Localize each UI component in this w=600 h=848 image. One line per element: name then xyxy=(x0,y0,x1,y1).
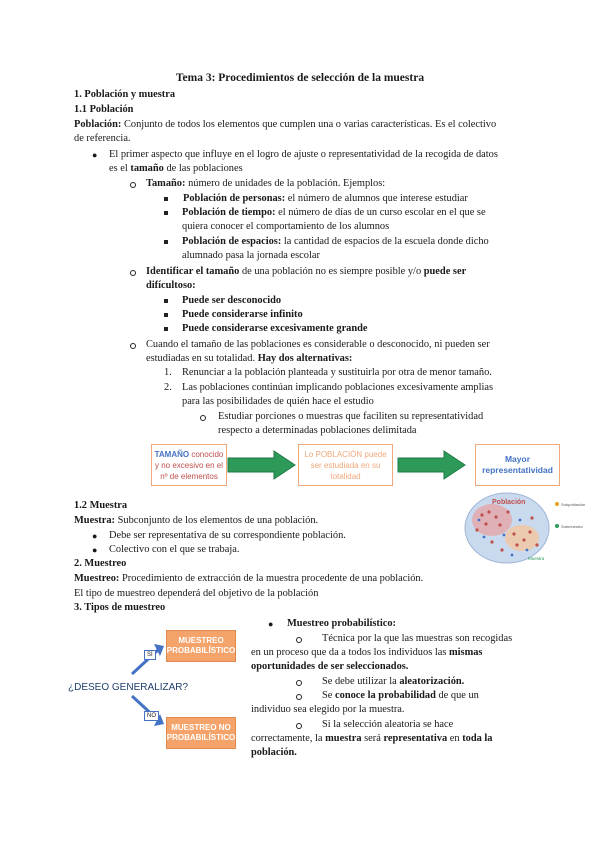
arrow-right-icon xyxy=(398,450,466,480)
arrow-right-icon xyxy=(228,450,296,480)
ident-b: de una población no es siempre posible y/o xyxy=(241,266,422,277)
sub-desconocido: Puede ser desconocido xyxy=(182,295,282,306)
box2-text xyxy=(299,449,392,482)
sub-excesivo: Puede considerarse excesivamente grande xyxy=(182,323,368,334)
bullet-dot: ● xyxy=(268,619,274,629)
section-heading-2: 2. Muestreo xyxy=(74,558,127,569)
muestra-bullet-1: Debe ser representativa de su correspondiente población. xyxy=(109,530,346,541)
muestreo-tipo: El tipo de muestreo dependerá del objetivo de la población xyxy=(74,588,319,599)
circle-bullet xyxy=(296,680,302,686)
flow-question: ¿DESEO GENERALIZAR? xyxy=(68,682,189,693)
square-bullet xyxy=(164,299,168,303)
bullet-dot: ● xyxy=(92,531,98,541)
alt1: Renunciar a la población planteada y sustituirla por otra de menor tamaño. xyxy=(182,367,492,378)
subsection-heading-1-2: 1.2 Muestra xyxy=(74,500,128,511)
mp-3d: individuo sea elegido por la muestra. xyxy=(251,704,405,715)
tamano-label: Tamaño: xyxy=(146,178,186,189)
ex1-label: Población de personas: xyxy=(183,193,286,204)
box3-text: Mayor representatividad xyxy=(482,454,553,475)
mp-2a: Se debe utilizar la xyxy=(322,676,397,687)
ex3-text-1: la cantidad de espacios de la escuela donde dicho xyxy=(283,236,489,247)
mp-4e: representativa xyxy=(383,733,448,744)
cuando-1: Cuando el tamaño de las poblaciones es considerable o desconocido, ni pueden ser xyxy=(146,339,490,350)
ex3-label: Población de espacios: xyxy=(182,236,282,247)
mp-1b: en un proceso que da a todos los individuos las xyxy=(251,647,447,658)
b1-tamano: tamaño xyxy=(130,163,164,174)
muestreo-definition xyxy=(74,572,423,587)
mp-2 xyxy=(322,675,464,690)
circle-bullet xyxy=(296,723,302,729)
box2-b: POBLACIÓN xyxy=(315,449,363,459)
mp-1c: mismas xyxy=(448,647,483,658)
mp-1-line2 xyxy=(251,646,527,661)
tamano-line xyxy=(146,177,385,192)
poblacion-label: Población: xyxy=(74,119,122,130)
mp-4f: en xyxy=(449,733,460,744)
alt-number-1: 1. xyxy=(164,367,172,378)
square-bullet xyxy=(164,327,168,331)
poblacion-def-2: de referencia. xyxy=(74,133,131,144)
cuando-2b: Hay dos alternativas: xyxy=(257,353,353,364)
flow-box-probabilistico: MUESTREO PROBABILÍSTICO xyxy=(166,630,236,662)
mp-3c: de que un xyxy=(438,690,479,701)
est-2: respecto a determinadas poblaciones delimitada xyxy=(218,425,417,436)
diagram-box-representatividad xyxy=(475,444,560,486)
circle-bullet xyxy=(130,270,136,276)
ident-d: difícultoso: xyxy=(146,280,196,291)
subsection-heading-1-1: 1.1 Población xyxy=(74,104,134,115)
ex3-line xyxy=(182,235,527,250)
ex2-line xyxy=(182,206,527,221)
section-heading-1: 1. Población y muestra xyxy=(74,89,176,100)
box2-c: puede ser estudiada en su totalidad xyxy=(310,449,387,481)
ex3-text-2: alumnado pasa la jornada escolar xyxy=(182,250,320,261)
img-sub-a: Subpoblación xyxy=(561,502,586,507)
sub-infinito: Puede considerarse infinito xyxy=(182,309,303,320)
mp-2b: aleatorización. xyxy=(399,676,465,687)
img-muestra-label: Muestra xyxy=(528,556,545,561)
mp-title: Muestreo probabilístico: xyxy=(287,618,396,629)
alt2-1: Las poblaciones continúan implicando poblaciones excesivamente amplias xyxy=(182,382,494,393)
mp-4g: toda la xyxy=(462,733,493,744)
cuando-2 xyxy=(146,352,352,367)
poblacion-def-1: Conjunto de todos los elementos que cumplen una o varias características. Es el colectivo xyxy=(123,119,497,130)
flow-no-label: NO xyxy=(144,711,159,721)
muestra-bullet-2: Colectivo con el que se trabaja. xyxy=(109,544,240,555)
b1-line2c: de las poblaciones xyxy=(166,163,243,174)
ex2-text-2: quiera conocer el comportamiento de los alumnos xyxy=(182,221,390,232)
ident-c: puede ser xyxy=(423,266,467,277)
muestra-label: Muestra: xyxy=(74,515,115,526)
mp-1a: Técnica por la que las muestras son recogidas xyxy=(322,633,513,644)
muestra-definition xyxy=(74,514,318,529)
mp-4h: población. xyxy=(251,747,297,758)
diagram-box-poblacion xyxy=(298,444,393,486)
mp-4b: correctamente, la xyxy=(251,733,323,744)
mp-3b: conoce la probabilidad xyxy=(335,690,436,701)
b1-line2 xyxy=(109,162,243,177)
b1-line1: El primer aspecto que influye en el logro de ajuste o representatividad de la recogida de datos xyxy=(109,149,498,160)
mp-4d: será xyxy=(364,733,381,744)
ex2-text-1: el número de días de un curso escolar en el que se xyxy=(278,207,486,218)
page-title: Tema 3: Procedimientos de selección de la muestra xyxy=(175,72,425,84)
est-1: Estudiar porciones o muestras que faciliten su representatividad xyxy=(218,411,484,422)
img-poblacion-label: Población xyxy=(492,499,526,506)
diagram-box-tamano xyxy=(151,444,227,486)
circle-bullet xyxy=(296,694,302,700)
circle-bullet xyxy=(130,343,136,349)
flow-box-no-probabilistico: MUESTREO NO PROBABILÍSTICO xyxy=(166,717,236,749)
section-heading-3: 3. Tipos de muestreo xyxy=(74,602,166,613)
ex1-text: el número de alumnos que interese estudiar xyxy=(287,193,468,204)
alt2-2: para las posibilidades de quién hace el estudio xyxy=(182,396,374,407)
square-bullet xyxy=(164,197,168,201)
ex1-line xyxy=(183,192,468,207)
bullet-dot: ● xyxy=(92,545,98,555)
mp-4-line2 xyxy=(251,732,527,747)
box1-text xyxy=(152,449,226,482)
circle-bullet xyxy=(200,415,206,421)
mp-3 xyxy=(322,689,527,704)
ident-a: Identificar el tamaño xyxy=(146,266,240,277)
flow-si-label: SÍ xyxy=(144,650,156,660)
square-bullet xyxy=(164,211,168,215)
circle-bullet xyxy=(130,182,136,188)
ident-line xyxy=(146,265,527,280)
circle-bullet xyxy=(296,637,302,643)
alt-number-2: 2. xyxy=(164,382,172,393)
box2-a: Lo xyxy=(304,449,314,459)
population-sample-illustration xyxy=(462,490,586,568)
tamano-text: número de unidades de la población. Ejemplos: xyxy=(188,178,386,189)
square-bullet xyxy=(164,313,168,317)
img-sub-b: Submuestra xyxy=(561,524,583,529)
poblacion-definition xyxy=(74,118,526,133)
square-bullet xyxy=(164,240,168,244)
b1-line2a: es el xyxy=(109,163,128,174)
box1-b: conocido y no excesivo en el nº de elementos xyxy=(154,449,224,481)
ex2-label: Población de tiempo: xyxy=(182,207,276,218)
box1-a: TAMAÑO xyxy=(154,449,190,459)
mp-3a: Se xyxy=(322,690,333,701)
cuando-2a: estudiadas en su totalidad. xyxy=(146,353,256,364)
mp-1d: oportunidades de ser seleccionados. xyxy=(251,661,409,672)
muestreo-label: Muestreo: xyxy=(74,573,120,584)
mp-4a: Si la selección aleatoria se hace xyxy=(322,719,454,730)
muestreo-def: Procedimiento de extracción de la muestra procedente de una población. xyxy=(122,573,424,584)
bullet-dot: ● xyxy=(92,150,98,160)
mp-4c: muestra xyxy=(325,733,362,744)
muestra-def: Subconjunto de los elementos de una población. xyxy=(117,515,319,526)
